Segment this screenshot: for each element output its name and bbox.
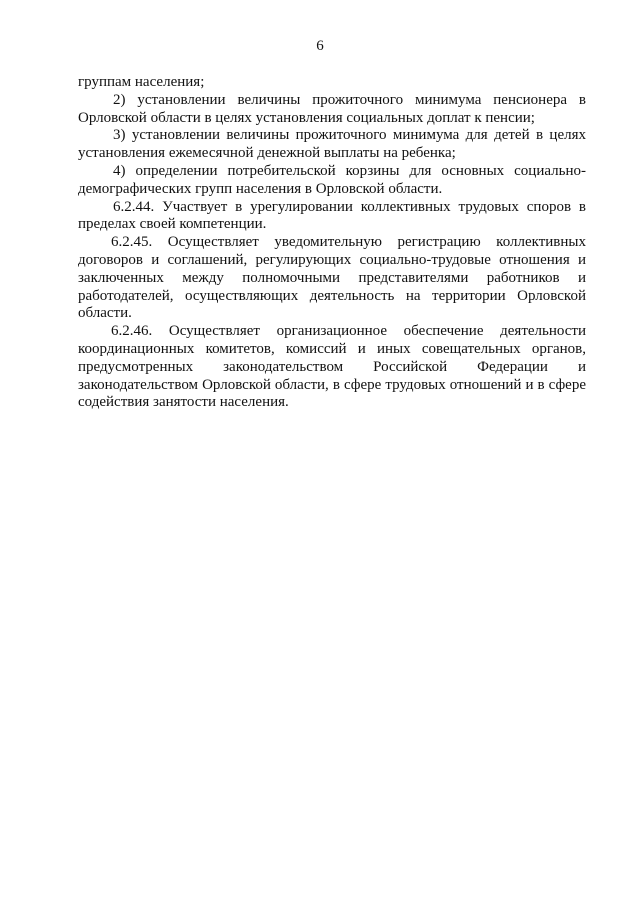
page-number: 6 bbox=[316, 38, 324, 54]
paragraph-6-2-45: 6.2.45. Осуществляет уведомительную регистрацию коллективных договоров и соглашений, регулирующих социально-трудовые отношения и заключенных между полномочными представителями работников и работодателей, осуществляющих деятельность на территории Орловской области. bbox=[78, 234, 586, 322]
paragraph-item-3: 3) установлении величины прожиточного минимума для детей в целях установления ежемесячной денежной выплаты на ребенка; bbox=[78, 127, 586, 162]
document-body bbox=[78, 74, 586, 412]
paragraph-continuation: группам населения; bbox=[78, 74, 205, 90]
paragraph-item-2: 2) установлении величины прожиточного минимума пенсионера в Орловской области в целях установления социальных доплат к пенсии; bbox=[78, 91, 586, 126]
paragraph-item-4: 4) определении потребительской корзины для основных социально-демографических групп населения в Орловской области. bbox=[78, 162, 586, 197]
paragraph-6-2-44: 6.2.44. Участвует в урегулировании коллективных трудовых споров в пределах своей компетенции. bbox=[78, 198, 586, 233]
paragraph-6-2-46: 6.2.46. Осуществляет организационное обеспечение деятельности координационных комитетов, комиссий и иных совещательных органов, предусмотренных законодательством Российской Федерации и законодательством Орловской области, в сфере трудовых отношений и в сфере содействия занятости населения. bbox=[78, 323, 586, 411]
